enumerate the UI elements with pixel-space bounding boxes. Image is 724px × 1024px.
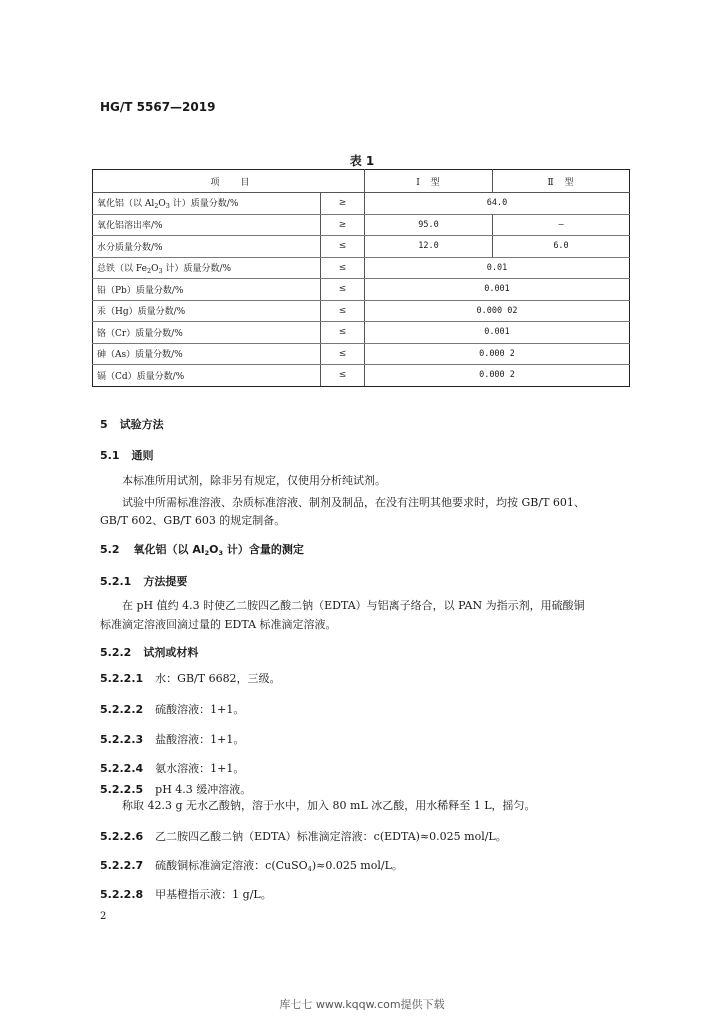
header-type-1: Ⅰ 型 [365, 170, 493, 193]
row-label: 砷（As）质量分数/% [93, 343, 321, 365]
section-5-2-heading: 5.2 氧化铝（以 $Al_2O_3$ 计）含量的测定 [100, 543, 304, 557]
row-value: 0.000 2 [365, 343, 630, 365]
row-label: 氧化铝（以 $Al_2O_3$ 计）质量分数/% [93, 193, 321, 215]
row-value: 0.000 2 [365, 365, 630, 387]
download-watermark[interactable]: 库七七 www.kqqw.com提供下载 [279, 998, 445, 1011]
table-title: 表 1 [349, 154, 375, 168]
row-value: 0.001 [365, 322, 630, 344]
section-5-1-paragraph-1: 本标准所用试剂，除非另有规定，仅使用分析纯试剂。 [122, 474, 386, 487]
row-operator: ≤ [321, 300, 365, 322]
table-row [93, 193, 630, 215]
row-value: 0.01 [365, 257, 630, 279]
row-operator: ≤ [321, 365, 365, 387]
header-type-2: Ⅱ 型 [493, 170, 630, 193]
spec-table [92, 169, 630, 387]
section-5-2-2-heading: 5.2.2 试剂或材料 [100, 646, 199, 659]
row-value: 0.001 [365, 279, 630, 301]
row-operator: ≤ [321, 279, 365, 301]
row-operator: ≤ [321, 343, 365, 365]
standard-code: HG/T 5567—2019 [100, 100, 216, 114]
row-operator: ≥ [321, 214, 365, 236]
row-value-type-2: 6.0 [493, 236, 630, 258]
row-label: 总铁（以 $Fe_2O_3$ 计）质量分数/% [93, 257, 321, 279]
list-item: 5.2.2.4 氨水溶液：1+1。 [100, 762, 245, 775]
row-value-type-1: 95.0 [365, 214, 493, 236]
page-number: 2 [100, 911, 107, 922]
table-row [93, 343, 630, 365]
section-5-2-1-paragraph-b: 标准滴定溶液回滴过量的 EDTA 标准滴定溶液。 [100, 618, 337, 631]
table-row [93, 257, 630, 279]
table-row [93, 365, 630, 387]
list-item: 5.2.2.6 乙二胺四乙酸二钠（EDTA）标准滴定溶液：c(EDTA)≈0.025 mol/L。 [100, 830, 507, 843]
row-label: 铬（Cr）质量分数/% [93, 322, 321, 344]
list-item: 5.2.2.3 盐酸溶液：1+1。 [100, 733, 245, 746]
table-row [93, 300, 630, 322]
table-row [93, 214, 630, 236]
section-5-1-heading: 5.1 通则 [100, 449, 154, 462]
row-operator: ≥ [321, 193, 365, 215]
table-row [93, 322, 630, 344]
row-operator: ≤ [321, 322, 365, 344]
section-5-heading: 5 试验方法 [100, 418, 164, 431]
row-value-type-2: — [493, 214, 630, 236]
header-item: 项 目 [93, 170, 365, 193]
list-item: 5.2.2.1 水：GB/T 6682，三级。 [100, 672, 281, 685]
row-label: 氧化铝溶出率/% [93, 214, 321, 236]
row-operator: ≤ [321, 236, 365, 258]
table-row [93, 236, 630, 258]
row-value: 64.0 [365, 193, 630, 215]
row-value: 0.000 02 [365, 300, 630, 322]
row-value-type-1: 12.0 [365, 236, 493, 258]
list-item: 5.2.2.2 硫酸溶液：1+1。 [100, 703, 245, 716]
list-item: 5.2.2.8 甲基橙指示液：1 g/L。 [100, 888, 272, 901]
row-label: 铅（Pb）质量分数/% [93, 279, 321, 301]
row-label: 汞（Hg）质量分数/% [93, 300, 321, 322]
row-label: 镉（Cd）质量分数/% [93, 365, 321, 387]
row-operator: ≤ [321, 257, 365, 279]
section-5-2-1-heading: 5.2.1 方法提要 [100, 575, 188, 588]
list-item: 5.2.2.7 硫酸铜标准滴定溶液：c(CuSO$_4$)≈0.025 mol/L。 [100, 859, 403, 873]
section-5-2-1-paragraph-a: 在 pH 值约 4.3 时使乙二胺四乙酸二钠（EDTA）与铝离子络合，以 PAN 为指示剂，用硫酸铜 [122, 599, 585, 612]
table-row [93, 279, 630, 301]
section-5-1-paragraph-2a: 试验中所需标准溶液、杂质标准溶液、制剂及制品，在没有注明其他要求时，均按 GB/T 601、 [122, 496, 585, 509]
row-label: 水分质量分数/% [93, 236, 321, 258]
list-item-sub-text: 称取 42.3 g 无水乙酸钠，溶于水中，加入 80 mL 冰乙酸，用水稀释至 1 L，摇匀。 [122, 799, 536, 812]
table-header-row [93, 170, 630, 193]
list-item: 5.2.2.5 pH 4.3 缓冲溶液。 [100, 783, 252, 796]
section-5-1-paragraph-2b: GB/T 602、GB/T 603 的规定制备。 [100, 514, 286, 527]
